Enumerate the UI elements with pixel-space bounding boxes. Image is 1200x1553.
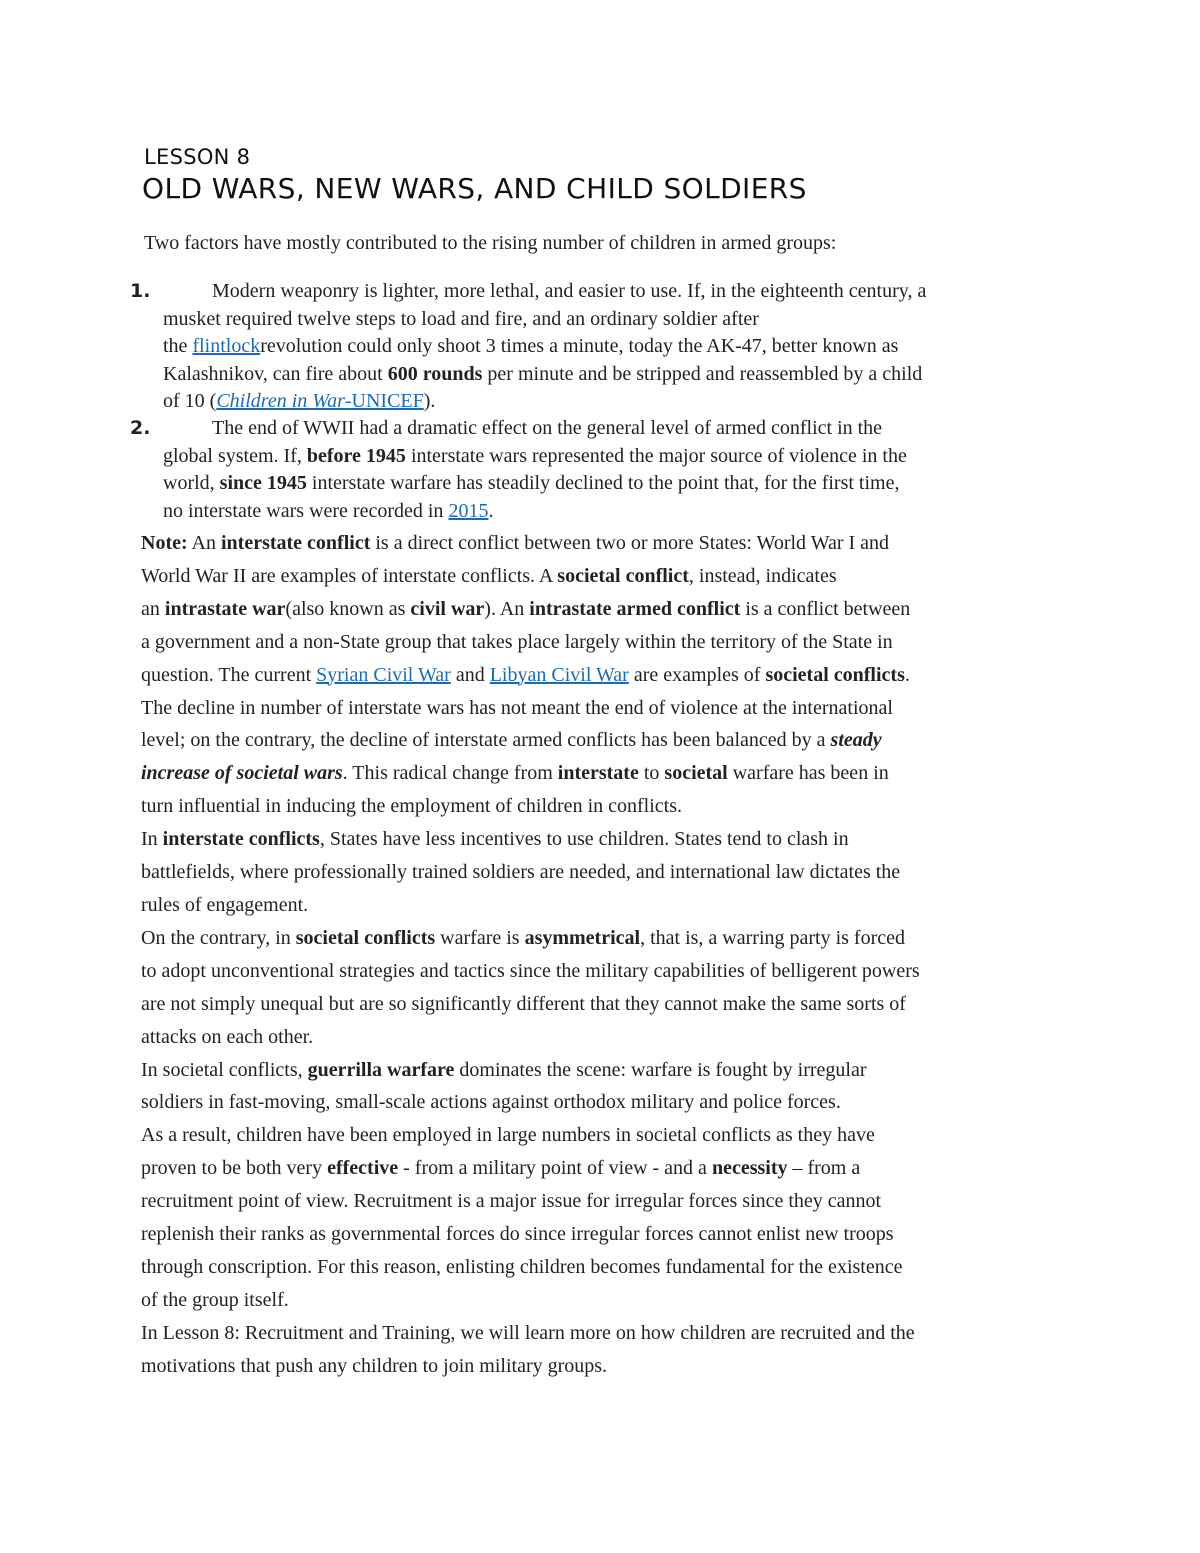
text-line: through conscription. For this reason, enlisting children becomes fundamental for the existence — [141, 1255, 903, 1278]
lesson-label: LESSON 8 — [144, 145, 251, 169]
list-number: 2. — [130, 417, 151, 439]
flintlock-link[interactable]: flintlock — [192, 335, 261, 357]
text-line: World War II are examples of interstate conflicts. A societal conflict, instead, indicates — [141, 564, 837, 587]
text-line: of the group itself. — [141, 1288, 289, 1311]
text-line: the flintlockrevolution could only shoot 3 times a minute, today the AK-47, better known as — [163, 335, 899, 357]
page-title: OLD WARS, NEW WARS, AND CHILD SOLDIERS — [142, 172, 807, 205]
text-line: The decline in number of interstate wars has not meant the end of violence at the international — [141, 696, 893, 719]
text-line: As a result, children have been employed in large numbers in societal conflicts as they have — [141, 1124, 875, 1147]
text-line: an intrastate war(also known as civil war). An intrastate armed conflict is a conflict between — [141, 597, 911, 620]
text-line: a government and a non-State group that takes place largely within the territory of the State in — [141, 630, 893, 653]
text-line: recruitment point of view. Recruitment is a major issue for irregular forces since they cannot — [141, 1190, 882, 1213]
list-item — [0, 278, 1200, 415]
text-line: In societal conflicts, guerrilla warfare dominates the scene: warfare is fought by irregular — [141, 1058, 867, 1081]
text-line: The end of WWII had a dramatic effect on the general level of armed conflict in the — [212, 417, 883, 439]
text-line: Modern weaponry is lighter, more lethal, and easier to use. If, in the eighteenth century, a — [212, 280, 927, 302]
text-line: In Lesson 8: Recruitment and Training, we will learn more on how children are recruited and the — [141, 1321, 915, 1344]
text-line: of 10 (Children in War-UNICEF). — [163, 390, 436, 412]
text-line: rules of engagement. — [141, 893, 309, 916]
children-in-war-link[interactable]: Children in War-UNICEF — [216, 390, 424, 412]
text-line: turn influential in inducing the employment of children in conflicts. — [141, 795, 682, 818]
text-line: battlefields, where professionally trained soldiers are needed, and international law dictates the — [141, 861, 901, 884]
body-text — [141, 527, 1081, 1383]
text-line: replenish their ranks as governmental forces do since irregular forces cannot enlist new troops — [141, 1223, 894, 1246]
text-line: level; on the contrary, the decline of interstate armed conflicts has been balanced by a steady — [141, 729, 882, 752]
text-line: In interstate conflicts, States have less incentives to use children. States tend to clash in — [141, 828, 849, 851]
2015-link[interactable]: 2015 — [448, 499, 489, 522]
text-line: soldiers in fast-moving, small-scale actions against orthodox military and police forces. — [141, 1091, 841, 1114]
text-line: proven to be both very effective - from a military point of view - and a necessity – from a — [141, 1157, 861, 1180]
list-number: 1. — [130, 280, 151, 302]
intro-paragraph: Two factors have mostly contributed to the rising number of children in armed groups: — [144, 232, 837, 254]
text-line: increase of societal wars. This radical change from interstate to societal warfare has been in — [141, 762, 889, 785]
factors-list — [0, 278, 1200, 525]
text-line: to adopt unconventional strategies and tactics since the military capabilities of belligerent powers — [141, 959, 920, 982]
syrian-civil-war-link[interactable]: Syrian Civil War — [316, 663, 451, 686]
text-line: musket required twelve steps to load and fire, and an ordinary soldier after — [163, 307, 759, 330]
text-line: no interstate wars were recorded in 2015. — [163, 499, 494, 522]
text-line: global system. If, before 1945 interstate wars represented the major source of violence in the — [163, 444, 907, 467]
text-line: Note: An interstate conflict is a direct conflict between two or more States: World War I and — [141, 532, 890, 554]
list-item — [0, 415, 1200, 525]
text-line: On the contrary, in societal conflicts warfare is asymmetrical, that is, a warring party is forced — [141, 926, 906, 949]
libyan-civil-war-link[interactable]: Libyan Civil War — [489, 663, 629, 686]
text-line: Kalashnikov, can fire about 600 rounds per minute and be stripped and reassembled by a child — [163, 362, 923, 385]
text-line: attacks on each other. — [141, 1025, 314, 1048]
text-line: question. The current Syrian Civil War and Libyan Civil War are examples of societal conflicts. — [141, 663, 910, 686]
text-line: motivations that push any children to join military groups. — [141, 1354, 608, 1377]
text-line: world, since 1945 interstate warfare has steadily declined to the point that, for the first time, — [163, 472, 900, 494]
text-line: are not simply unequal but are so significantly different that they cannot make the same sorts of — [141, 992, 906, 1015]
